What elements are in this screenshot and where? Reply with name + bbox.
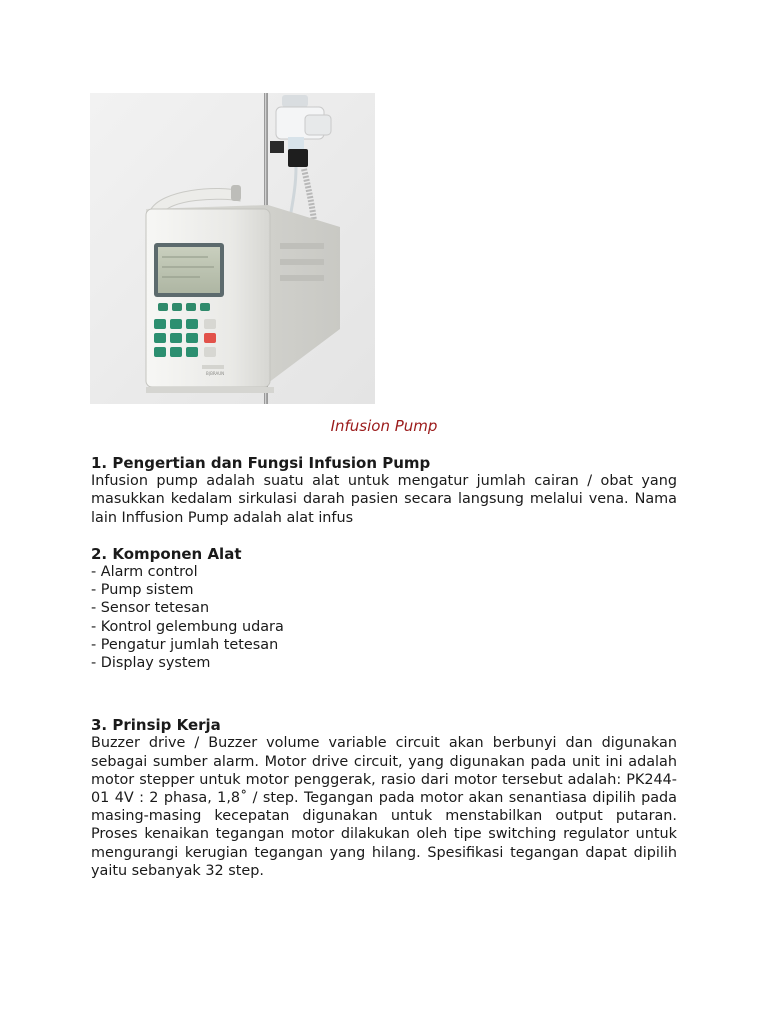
- document-body: [91, 454, 677, 880]
- infusion-pump-illustration: [90, 93, 375, 404]
- section-paragraph: Buzzer drive / Buzzer volume variable circuit akan berbunyi dan digunakan sebagai sumber alarm. Motor drive circuit, yang digunakan pada unit ini adalah motor stepper untuk motor penggerak, rasio dari motor tersebut adalah: PK244-01 4V : 2 phasa, 1,8˚ / step. Tegangan pada motor akan senantiasa dipilih pada masing-masing kecepatan digunakan untuk menstabilkan output putaran. Proses kenaikan tegangan motor dilakukan oleh tipe switching regulator untuk mengurangi kerugian tegangan yang hilang. Spesifikasi tegangan dapat dipilih yaitu sebanyak 32 step.: [91, 735, 677, 879]
- section-heading: 2. Komponen Alat: [91, 544, 242, 563]
- list-item: - Pengatur jumlah tetesan: [91, 636, 279, 653]
- list-item: - Kontrol gelembung udara: [91, 618, 284, 635]
- component-list: [91, 563, 677, 672]
- list-item: - Sensor tetesan: [91, 600, 210, 617]
- section-prinsip-kerja: [91, 716, 677, 880]
- list-item: - Alarm control: [91, 564, 198, 581]
- photo-caption: Infusion Pump: [330, 417, 438, 435]
- list-item: - Pump sistem: [91, 582, 194, 599]
- infusion-pump-photo: [90, 93, 375, 404]
- section-komponen: [91, 545, 677, 672]
- list-item: - Display system: [91, 655, 211, 672]
- section-heading: 1. Pengertian dan Fungsi Infusion Pump: [91, 454, 431, 472]
- section-heading: 3. Prinsip Kerja: [91, 716, 221, 735]
- brand-mark: B|BRAUN: [206, 371, 225, 376]
- section-paragraph: Infusion pump adalah suatu alat untuk mengatur jumlah cairan / obat yang masukkan kedalam sirkulasi darah pasien secara langsung melalui vena. Nama lain Inffusion Pump adalah alat infus: [91, 473, 677, 526]
- section-pengertian: [91, 454, 677, 527]
